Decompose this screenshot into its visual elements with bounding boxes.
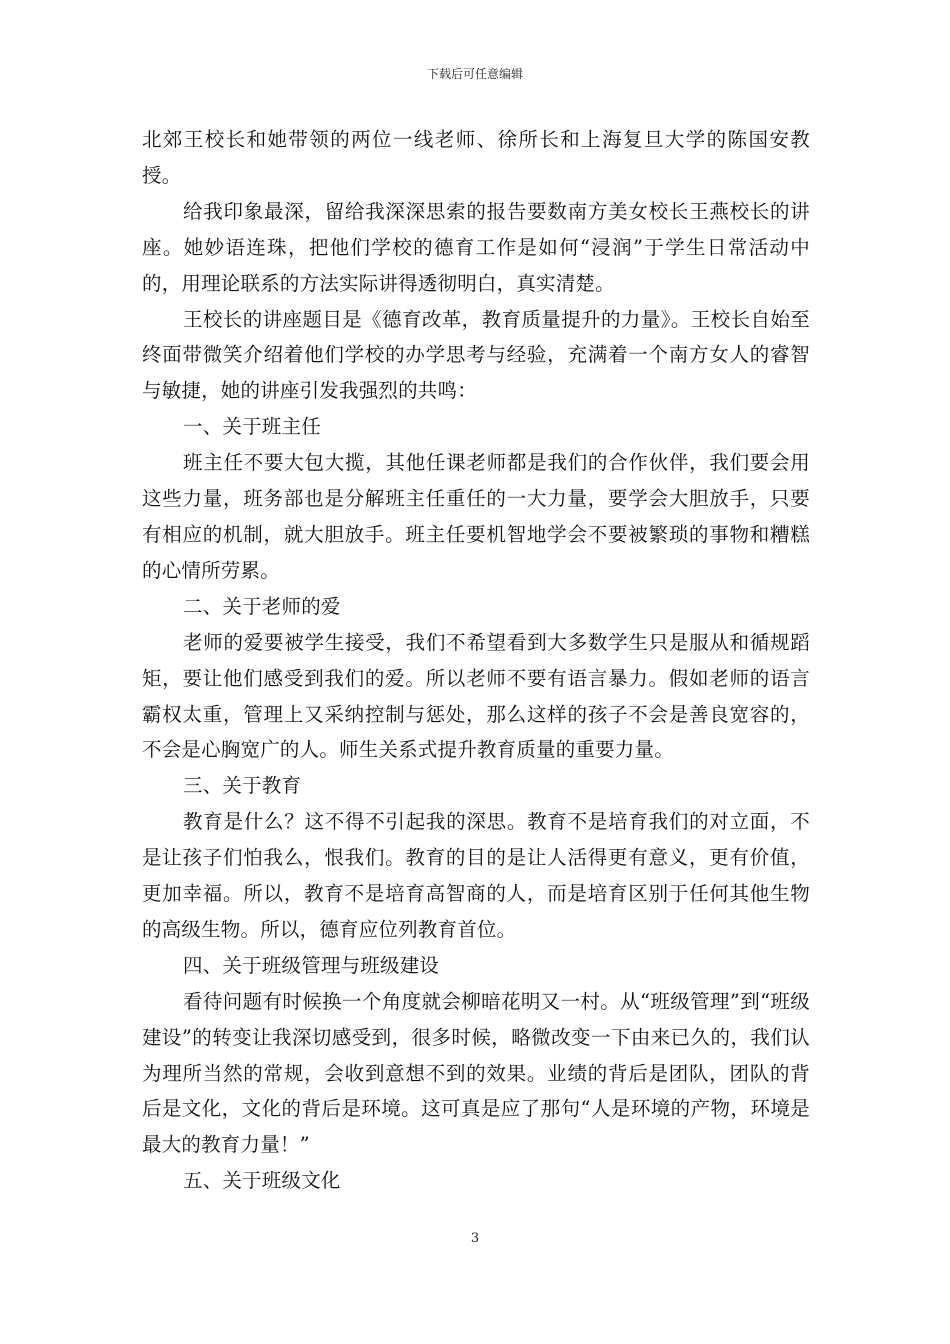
page-header: 下载后可任意编辑 xyxy=(426,67,523,81)
paragraph-intro-continuation: 北郊王校长和她带领的两位一线老师、徐所长和上海复旦大学的陈国安教授。 xyxy=(142,128,810,187)
paragraph-class-management: 看待问题有时候换一个角度就会柳暗花明又一村。从“班级管理”到“班级建设”的转变让我深切感受到，很多时候，略微改变一下由来已久的，我们认为理所当然的常规，会收到意想不到的效果。业绩的背后是团队，团队的背后是文化，文化的背后是环境。这可真是应了那句“人是环境的产物，环境是最大的教育力量！” xyxy=(142,989,810,1157)
paragraph-impression: 给我印象最深，留给我深深思索的报告要数南方美女校长王燕校长的讲座。她妙语连珠，把他们学校的德育工作是如何“浸润”于学生日常活动中的，用理论联系的方法实际讲得透彻明白，真实清楚。 xyxy=(142,199,810,295)
section-heading-education: 三、关于教育 xyxy=(183,774,302,798)
paragraph-head-teacher: 班主任不要大包大揽，其他任课老师都是我们的合作伙伴，我们要会用这些力量，班务部也是分解班主任重任的一大力量，要学会大胆放手，只要有相应的机制，就大胆放手。班主任要机智地学会不要被繁琐的事物和糟糕的心情所劳累。 xyxy=(142,451,810,582)
section-heading-head-teacher: 一、关于班主任 xyxy=(183,415,321,439)
paragraph-education: 教育是什么？这不得不引起我的深思。教育不是培育我们的对立面，不是让孩子们怕我么，恨我们。教育的目的是让人活得更有意义，更有价值，更加幸福。所以，教育不是培育高智商的人，而是培育区别于任何其他生物的高级生物。所以，德育应位列教育首位。 xyxy=(142,810,810,941)
page-number: 3 xyxy=(470,1231,480,1246)
paragraph-lecture-topic: 王校长的讲座题目是《德育改革，教育质量提升的力量》。王校长自始至终面带微笑介绍着他们学校的办学思考与经验，充满着一个南方女人的睿智与敏捷，她的讲座引发我强烈的共鸣： xyxy=(142,307,810,403)
section-heading-class-culture: 五、关于班级文化 xyxy=(183,1169,341,1193)
paragraph-teacher-love: 老师的爱要被学生接受，我们不希望看到大多数学生只是服从和循规蹈矩，要让他们感受到我们的爱。所以老师不要有语言暴力。假如老师的语言霸权太重，管理上又采纳控制与惩处，那么这样的孩子不会是善良宽容的，不会是心胸宽广的人。师生关系式提升教育质量的重要力量。 xyxy=(142,630,810,762)
document-body xyxy=(142,122,810,1199)
section-heading-teacher-love: 二、关于老师的爱 xyxy=(183,594,341,618)
section-heading-class-management: 四、关于班级管理与班级建设 xyxy=(183,953,440,977)
